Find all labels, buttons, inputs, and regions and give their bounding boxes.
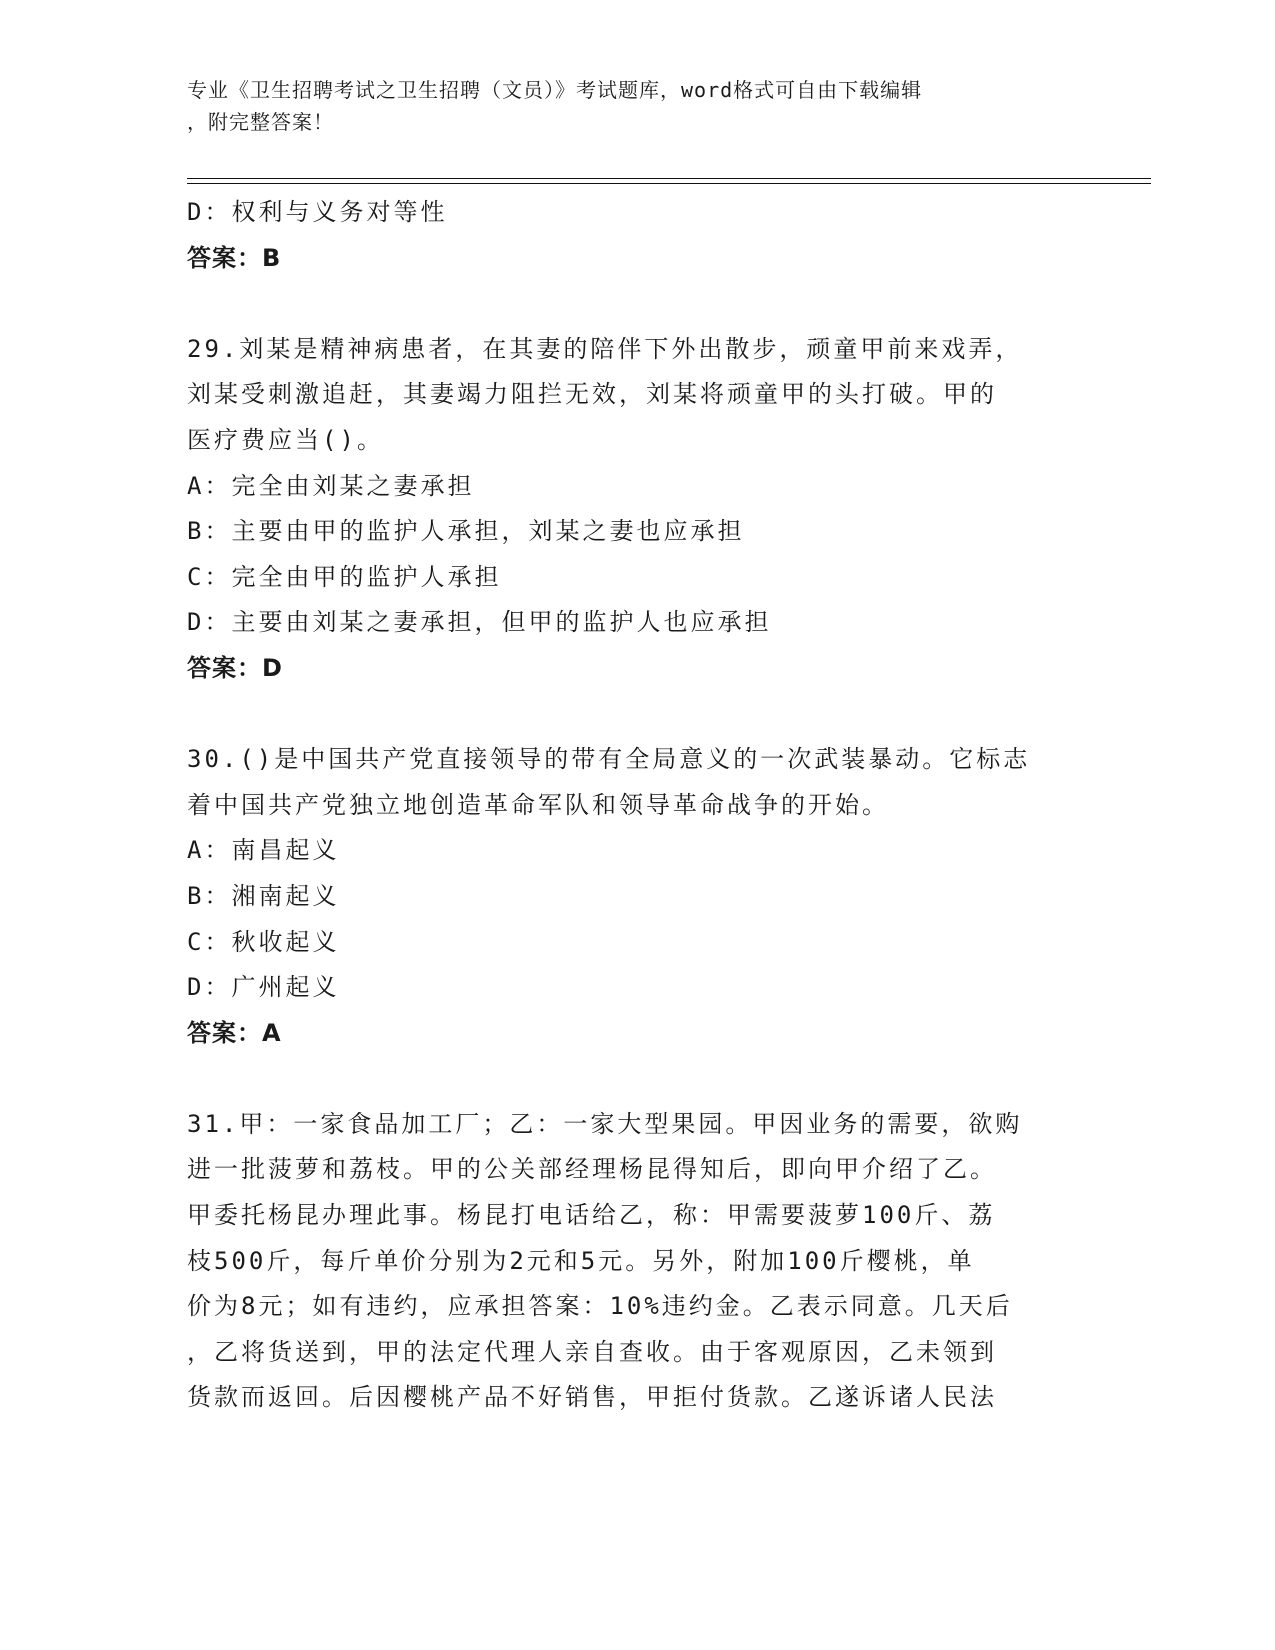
option-a: A：完全由刘某之妻承担 — [187, 471, 475, 500]
option-a: A：南昌起义 — [187, 836, 340, 865]
question-stem-line: 枝500斤，每斤单价分别为2元和5元。另外，附加100斤樱桃，单 — [187, 1246, 975, 1275]
question-29 — [187, 327, 1087, 692]
question-stem-line: 29.刘某是精神病患者，在其妻的陪伴下外出散步，顽童甲前来戏弄， — [187, 334, 1023, 363]
question-stem-line: 刘某受刺激追赶，其妻竭力阻拦无效，刘某将顽童甲的头打破。甲的 — [187, 380, 997, 409]
option-d: D：权利与义务对等性 — [187, 198, 448, 226]
question-stem-line: 着中国共产党独立地创造革命军队和领导革命战争的开始。 — [187, 790, 889, 819]
question-stem-line: 30.()是中国共产党直接领导的带有全局意义的一次武装暴动。它标志 — [187, 745, 1031, 774]
question-stem-line: ，乙将货送到，甲的法定代理人亲自查收。由于客观原因，乙未领到 — [187, 1337, 997, 1366]
answer-line: 答案：B — [187, 243, 282, 272]
option-c: C：秋收起义 — [187, 927, 340, 956]
question-31 — [187, 1102, 1087, 1421]
option-b: B：湘南起义 — [187, 881, 340, 910]
question-30 — [187, 737, 1087, 1056]
question-content — [187, 190, 1087, 1421]
question-stem-line: 31.甲：一家食品加工厂；乙：一家大型果园。甲因业务的需要，欲购 — [187, 1109, 1023, 1138]
header-line-2: ，附完整答案！ — [187, 110, 334, 134]
answer-line: 答案：D — [187, 653, 283, 682]
question-stem-line: 进一批菠萝和荔枝。甲的公关部经理杨昆得知后，即向甲介绍了乙。 — [187, 1155, 997, 1184]
spacer — [187, 692, 1087, 738]
option-c: C：完全由甲的监护人承担 — [187, 562, 502, 591]
question-stem-line: 医疗费应当()。 — [187, 425, 384, 454]
page-header — [187, 74, 1067, 138]
option-b: B：主要由甲的监护人承担，刘某之妻也应承担 — [187, 517, 745, 546]
spacer — [187, 281, 1087, 327]
header-divider-top — [187, 178, 1151, 179]
header-divider-bottom — [187, 183, 1151, 184]
header-line-1: 专业《卫生招聘考试之卫生招聘（文员）》考试题库，word格式可自由下载编辑 — [187, 78, 923, 102]
answer-line: 答案：A — [187, 1018, 282, 1047]
spacer — [187, 1056, 1087, 1102]
option-d: D：主要由刘某之妻承担，但甲的监护人也应承担 — [187, 608, 772, 637]
option-d: D：广州起义 — [187, 973, 340, 1002]
question-stem-line: 价为8元；如有违约，应承担答案：10%违约金。乙表示同意。几天后 — [187, 1292, 1013, 1321]
question-stem-line: 甲委托杨昆办理此事。杨昆打电话给乙，称：甲需要菠萝100斤、荔 — [187, 1201, 996, 1230]
question-stem-line: 货款而返回。后因樱桃产品不好销售，甲拒付货款。乙遂诉诸人民法 — [187, 1383, 997, 1412]
